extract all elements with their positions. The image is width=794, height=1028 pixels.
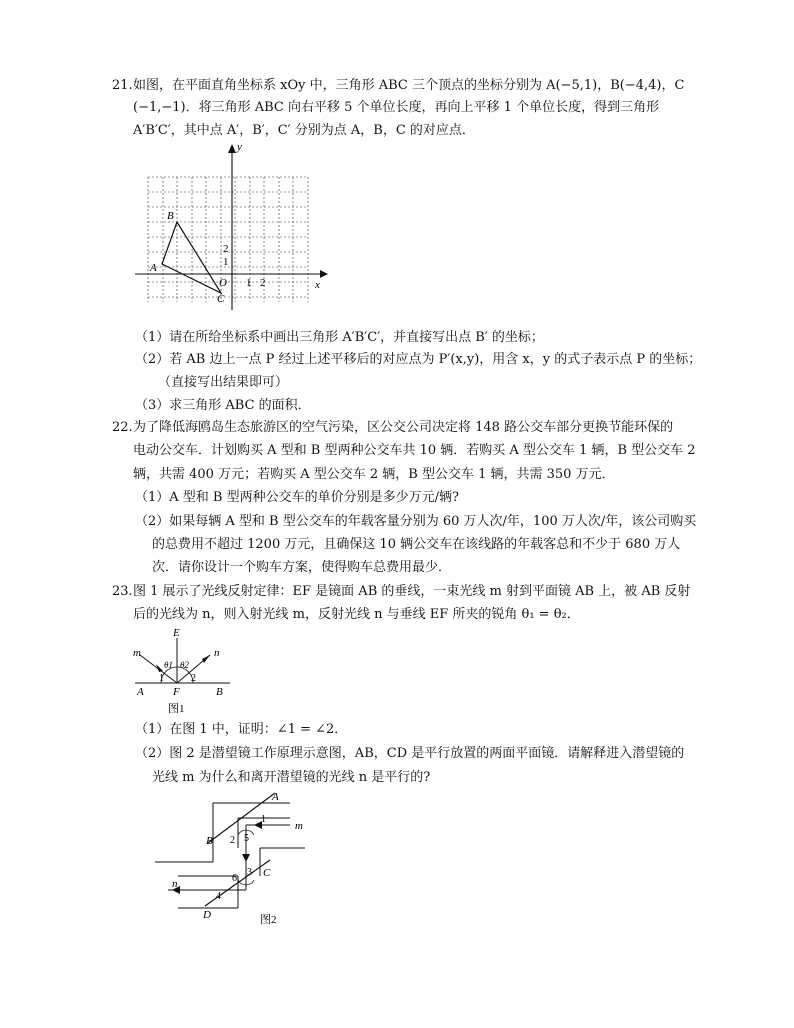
label-m: m	[133, 647, 141, 659]
ray-n-arrow	[202, 655, 210, 663]
q22-sub-2-line-3: 次．请你设计一个购车方案，使得购车总费用最少．	[152, 560, 452, 575]
label-b: B	[216, 686, 223, 698]
q22-sub-2-line-1: （2）如果每辆 A 型和 B 型公交车的年载客量分别为 60 万人次/年，100 万人次/年，该公司购买	[135, 514, 697, 529]
q22-line-2: 电动公交车．计划购买 A 型和 B 型两种公交车共 10 辆．若购买 A 型公交车 1 辆，B 型公交车 2	[133, 443, 696, 458]
point-a-label: A	[150, 262, 157, 274]
triangle-abc	[162, 222, 221, 293]
angle-label-4: 4	[216, 891, 221, 902]
q21-sub-3: （3）求三角形 ABC 的面积．	[135, 398, 311, 413]
ray-vertical-arrow	[242, 854, 250, 862]
angle-label-6: 6	[232, 873, 237, 884]
point-c-label: C	[217, 293, 225, 305]
angle-label-3: 3	[247, 867, 252, 878]
x-axis-arrow	[320, 270, 328, 278]
q23-line-1: 图 1 展示了光线反射定律：EF 是镜面 AB 的垂线，一束光线 m 射到平面镜 AB 上，被 AB 反射	[133, 584, 691, 599]
figure-1-caption: 图1	[168, 703, 185, 715]
angle-label-1: 1	[261, 814, 266, 825]
q22-line-3: 辆，共需 400 万元；若购买 A 型公交车 2 辆，B 型公交车 1 辆，共需 350 万元．	[133, 467, 615, 482]
label-theta2: θ2	[180, 660, 189, 670]
x-tick-1: 1	[246, 277, 252, 289]
q23-sub-2-line-1: （2）图 2 是潜望镜工作原理示意图，AB，CD 是平行放置的两面平面镜．请解释进入潜望镜的	[135, 746, 685, 761]
y-tick-2: 2	[223, 243, 229, 255]
q21-coordinate-figure	[135, 140, 335, 312]
label-n: n	[172, 878, 178, 890]
q21-line-1: 如图，在平面直角坐标系 xOy 中，三角形 ABC 三个顶点的坐标分别为 A(−5,1)，B(−4,4)，C	[133, 78, 685, 93]
y-axis-arrow	[228, 144, 236, 153]
label-a: A	[137, 686, 144, 698]
x-axis-label: x	[315, 279, 320, 291]
q21-sub-2: （2）若 AB 边上一点 P 经过上述平移后的对应点为 P′(x,y)，用含 x，y 的式子表示点 P 的坐标；	[135, 352, 702, 367]
angle-label-5: 5	[244, 833, 249, 844]
y-tick-1: 1	[223, 256, 229, 268]
q21-sub-1: （1）请在所给坐标系中画出三角形 A′B′C′，并直接写出点 B′ 的坐标；	[135, 330, 544, 345]
label-d: D	[203, 909, 211, 921]
y-axis-label: y	[237, 141, 242, 153]
q23-number: 23.	[112, 584, 133, 599]
q21-line-2: (−1,−1)．将三角形 ABC 向右平移 5 个单位长度，再向上平移 1 个单位长度，得到三角形	[133, 100, 660, 115]
q23-sub-2-line-2: 光线 m 为什么和离开潜望镜的光线 n 是平行的?	[152, 770, 431, 785]
q22-line-1: 为了降低海鸥岛生态旅游区的空气污染，区公交公司决定将 148 路公交车部分更换节能环保的	[133, 420, 674, 435]
label-f: F	[173, 686, 180, 698]
label-a: A	[272, 791, 279, 803]
label-angle-1: 1	[159, 673, 164, 684]
point-b-label: B	[167, 210, 174, 222]
figure-2-caption: 图2	[260, 914, 277, 926]
q23-figure-1	[130, 626, 240, 718]
label-e: E	[173, 627, 180, 639]
label-angle-2: 2	[191, 673, 196, 684]
x-tick-2: 2	[260, 277, 266, 289]
q21-sub-2-note: （直接写出结果即可）	[158, 375, 289, 390]
label-m: m	[295, 820, 303, 832]
q21-grid	[148, 177, 308, 302]
q21-number: 21.	[112, 78, 133, 93]
q23-sub-1: （1）在图 1 中，证明：∠1 = ∠2．	[135, 722, 348, 737]
label-b: B	[206, 835, 213, 847]
q22-sub-2-line-2: 的总费用不超过 1200 万元，且确保这 10 辆公交车在该线路的年载客总和不少于 680 万人	[152, 537, 681, 552]
q22-sub-1: （1）A 型和 B 型两种公交车的单价分别是多少万元/辆?	[135, 490, 459, 505]
q23-figure-2	[150, 788, 320, 928]
origin-label: O	[219, 277, 227, 289]
label-n: n	[214, 647, 220, 659]
q23-line-2: 后的光线为 n，则入射光线 m，反射光线 n 与垂线 EF 所夹的锐角 θ₁ = θ₂．	[133, 607, 580, 622]
q21-line-3: A′B′C′，其中点 A′，B′，C′ 分别为点 A，B，C 的对应点．	[133, 123, 475, 138]
q22-number: 22.	[112, 420, 133, 435]
label-c: C	[263, 867, 271, 879]
angle-label-2: 2	[230, 835, 235, 846]
label-theta1: θ1	[164, 660, 173, 670]
